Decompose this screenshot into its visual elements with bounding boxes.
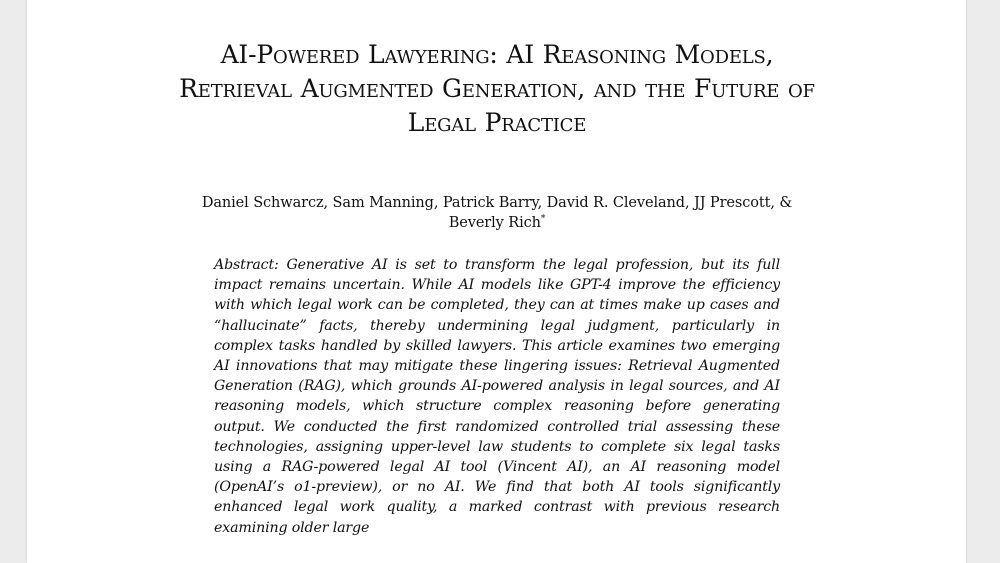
- author-list: [187, 193, 807, 233]
- author-names: Daniel Schwarcz, Sam Manning, Patrick Barry, David R. Cleveland, JJ Prescott, & Beverly Rich: [201, 195, 793, 231]
- paper-title: AI-Powered Lawyering: AI Reasoning Models, Retrieval Augmented Generation, and the Future of Legal Practice: [179, 40, 815, 137]
- author-footnote-marker[interactable]: *: [540, 214, 546, 225]
- abstract-text: Generative AI is set to transform the legal profession, but its full impact remains uncertain. While AI models like GPT-4 improve the efficiency with which legal work can be completed, they can at times make up cases and “hallucinate” facts, thereby undermining legal judgment, particularly in complex tasks handled by skilled lawyers. This article examines two emerging AI innovations that may mitigate these lingering issues: Retrieval Augmented Generation (RAG), which grounds AI-powered analysis in legal sources, and AI reasoning models, which structure complex reasoning before generating output. We conducted the first randomized controlled trial assessing these technologies, assigning upper-level law students to complete six legal tasks using a RAG-powered legal AI tool (Vincent AI), an AI reasoning model (OpenAI’s o1-preview), or no AI. We find that both AI tools significantly enhanced legal work quality, a marked contrast with previous research examining older large: [214, 257, 780, 536]
- document-page: [27, 0, 966, 563]
- abstract-label: Abstract:: [214, 257, 279, 273]
- abstract: [214, 255, 780, 538]
